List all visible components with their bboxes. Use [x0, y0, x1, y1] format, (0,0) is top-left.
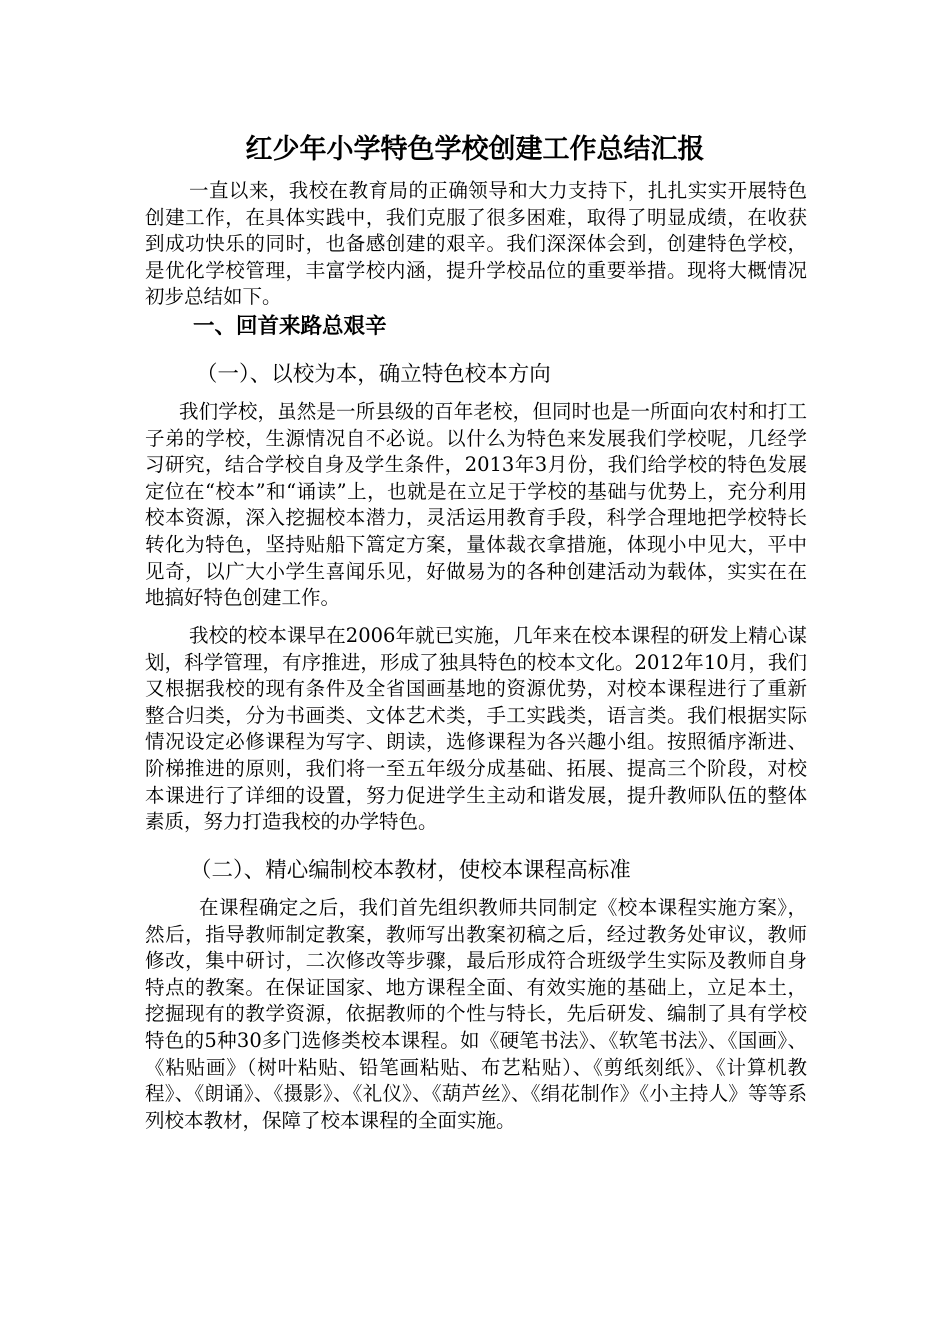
section-1-heading: 一、回首来路总艰辛 [193, 314, 387, 339]
subsection-2-paragraph-1: 在课程确定之后，我们首先组织教师共同制定《校本课程实施方案》，然后，指导教师制定教案，教师写出教案初稿之后，经过教务处审议，教师修改，集中研讨，二次修改等步骤，最后形成符合班级学生实际及教师自身特点的教案。在保证国家、地方课程全面、有效实施的基础上，立足本土，挖掘现有的教学资源，依据教师的个性与特长，先后研发、编制了具有学校特色的5种30多门选修类校本课程。如《硬笔书法》、《软笔书法》、《国画》、《粘贴画》（树叶粘贴、铅笔画粘贴、布艺粘贴）、《剪纸刻纸》、《计算机教程》、《朗诵》、《摄影》、《礼仪》、《葫芦丝》、《绢花制作》《小主持人》等等系列校本教材，保障了校本课程的全面实施。 [145, 896, 807, 1132]
subsection-1-heading: （一）、以校为本，确立特色校本方向 [196, 362, 551, 387]
subsection-1-paragraph-1: 我们学校，虽然是一所县级的百年老校，但同时也是一所面向农村和打工子弟的学校，生源情况自不必说。以什么为特色来发展我们学校呢，几经学习研究，结合学校自身及学生条件，2013年3月份，我们给学校的特色发展定位在“校本”和“诵读”上，也就是在立足于学校的基础与优势上，充分利用校本资源，深入挖掘校本潜力，灵活运用教育手段，科学合理地把学校特长转化为特色，坚持贴船下篙定方案，量体裁衣拿措施，体现小中见大，平中见奇，以广大小学生喜闻乐见，好做易为的各种创建活动为载体，实实在在地搞好特色创建工作。 [145, 400, 807, 610]
subsection-1-paragraph-2: 我校的校本课早在2006年就已实施，几年来在校本课程的研发上精心谋划，科学管理，有序推进，形成了独具特色的校本文化。2012年10月，我们又根据我校的现有条件及全省国画基地的资源优势，对校本课程进行了重新整合归类，分为书画类、文体艺术类，手工实践类，语言类。我们根据实际情况设定必修课程为写字、朗读，选修课程为各兴趣小组。按照循序渐进、阶梯推进的原则，我们将一至五年级分成基础、拓展、提高三个阶段，对校本课进行了详细的设置，努力促进学生主动和谐发展，提升教师队伍的整体素质，努力打造我校的办学特色。 [145, 624, 807, 834]
document-title: 红少年小学特色学校创建工作总结汇报 [245, 134, 705, 165]
intro-paragraph: 一直以来，我校在教育局的正确领导和大力支持下，扎扎实实开展特色创建工作，在具体实践中，我们克服了很多困难，取得了明显成绩，在收获到成功快乐的同时，也备感创建的艰辛。我们深深体会到，创建特色学校，是优化学校管理，丰富学校内涵，提升学校品位的重要举措。现将大概情况初步总结如下。 [145, 179, 807, 309]
subsection-2-heading: （二）、精心编制校本教材，使校本课程高标准 [190, 858, 631, 883]
